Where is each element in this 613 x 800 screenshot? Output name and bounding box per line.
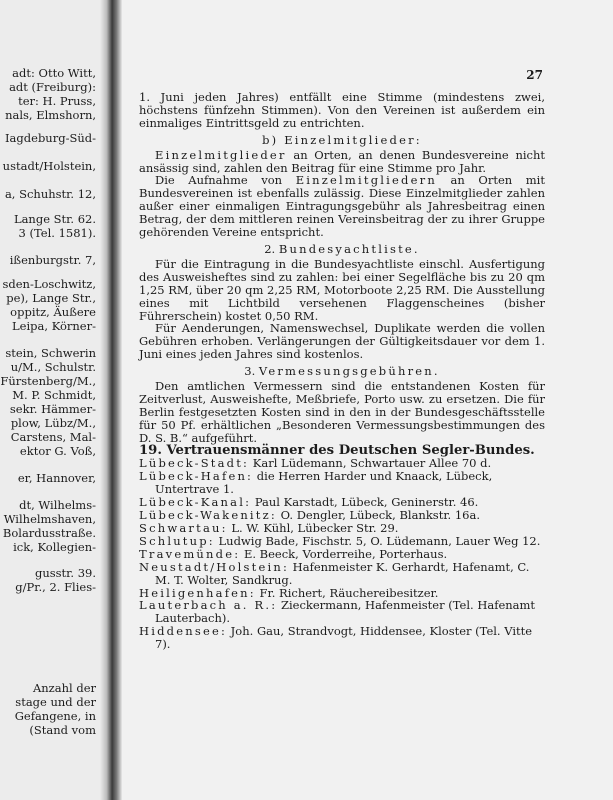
left-page-line: Iagdeburg-Süd- xyxy=(5,131,96,145)
page-body xyxy=(139,91,545,651)
left-page-line: ick, Kollegien- xyxy=(13,540,96,554)
left-page-line: Bolardusstraße. xyxy=(2,526,96,540)
entry-detail: Hafenmeister K. Gerhardt, Hafenamt, C. M. T. Wolter, Sandkrug. xyxy=(155,559,530,587)
left-page-line: sekr. Hämmer- xyxy=(9,402,96,416)
left-page-line: Gefangene, in xyxy=(14,709,96,723)
left-page-line: ißenburgstr. 7, xyxy=(9,253,96,267)
subheading-einzelmitglieder: b) Einzelmitglieder: xyxy=(262,132,422,147)
entry-place: Lübeck-Wakenitz: xyxy=(139,508,277,523)
left-page-line: nals, Elmshorn, xyxy=(5,108,96,122)
left-page-line: ektor G. Voß, xyxy=(19,444,96,458)
paragraph-bundesyachtliste-2: Für Aenderungen, Namenswechsel, Duplikate werden die vollen Gebühren erhoben. Verlängerungen der Gültigkeitsdauer vor dem 1. Juni eines jeden Jahres sind kostenlos. xyxy=(139,321,545,362)
entry-place: Lübeck-Stadt: xyxy=(139,456,250,471)
entry-place: Schlutup: xyxy=(139,533,215,548)
left-page-line: Carstens, Mal- xyxy=(10,430,96,444)
left-page-line: sden-Loschwitz, xyxy=(2,277,96,291)
section-19-heading: 19. Vertrauensmänner des Deutschen Segler-Bundes. xyxy=(139,442,535,458)
entry-detail: Joh. Gau, Strandvogt, Hiddensee, Kloster (Tel. Vitte 7). xyxy=(155,624,533,652)
left-page-line: gusstr. 39. xyxy=(34,566,96,580)
left-page-line: Fürstenberg/M., xyxy=(0,374,96,388)
heading-vermessungsgebuehren: 3. Vermessungsgebühren. xyxy=(244,364,440,379)
book-gutter xyxy=(100,0,122,800)
left-page-line: u/M., Schulstr. xyxy=(10,360,96,374)
entry-place: Schwartau: xyxy=(139,521,228,535)
left-page-line: ustadt/Holstein, xyxy=(2,159,96,173)
entry-detail: O. Dengler, Lübeck, Blankstr. 16a. xyxy=(276,508,481,523)
left-page-line: adt (Freiburg): xyxy=(9,80,96,94)
entry-place: Neustadt/Holstein: xyxy=(139,559,290,574)
entry-place: Lauterbach a. R.: xyxy=(139,598,278,613)
paragraph-vermessungsgebuehren: Den amtlichen Vermessern sind die entstandenen Kosten für Zeitverlust, Ausweishefte, Meßbriefe, Porto usw. zu ersetzen. Die für Berlin festgesetzten Kosten sind in den in der Bundesgeschäftsstelle für 50 Pf. erhältlichen „Besonderen Vermessungsbestimmungen des D. S. B.“ aufgeführt. xyxy=(139,379,545,445)
page-number: 27 xyxy=(526,68,543,82)
left-page-line: Leipa, Körner- xyxy=(12,319,96,333)
entry-detail: E. Beeck, Vorderreihe, Porterhaus. xyxy=(240,546,448,561)
entry-place: Travemünde: xyxy=(139,546,241,561)
left-page-line: stein, Schwerin xyxy=(5,346,96,360)
left-page-line: 3 (Tel. 1581). xyxy=(18,226,96,240)
entry-detail: Ludwig Bade, Fischstr. 5, O. Lüdemann, Lauer Weg 12. xyxy=(214,533,541,548)
vertrauensmaenner-list xyxy=(139,457,545,651)
left-page-line: M. P. Schmidt, xyxy=(12,388,96,402)
list-item xyxy=(139,561,545,587)
paragraph-bundesyachtliste-1: Für die Eintragung in die Bundesyachtliste einschl. Ausfertigung des Ausweisheftes sind zu zahlen: bei einer Segelfläche bis zu 20 qm 1,25 RM, über 20 qm 2,25 RM, Motorboote 2,25 RM. Die Ausstellung eines mit Lichtbild versehenen Flaggenscheines (bisher Führerschein) kostet 0,50 RM. xyxy=(139,256,545,323)
left-page-line: oppitz, Äußere xyxy=(10,305,96,319)
entry-place: Hiddensee: xyxy=(139,624,228,639)
list-item xyxy=(139,470,545,496)
left-page-line: stage und der xyxy=(15,695,96,709)
left-page-line: Lange Str. 62. xyxy=(13,212,96,226)
paragraph-intro: 1. Juni jeden Jahres) entfällt eine Stimme (mindestens zwei, höchstens fünfzehn Stimmen). Von den Vereinen ist außerdem ein einmaliges Eintrittsgeld zu entrichten. xyxy=(139,90,545,130)
paragraph-einzelmitglieder-2: Die Aufnahme von Einzelmitgliedern an Orten mit Bundesvereinen ist ebenfalls zulässig. Diese Einzelmitglieder zahlen außer einer einmaligen Eintragungsgebühr als Jahresbeitrag einen Betrag, der dem mittleren reinen Vereinsbeitrag der zu ihrer Gruppe gehörenden Vereine entspricht. xyxy=(139,173,545,240)
left-page-line: g/Pr., 2. Flies- xyxy=(15,580,96,594)
left-page-line: er, Hannover, xyxy=(17,471,96,485)
entry-place: Lübeck-Kanal: xyxy=(139,495,252,510)
left-page-line: adt: Otto Witt, xyxy=(12,66,96,80)
entry-place: Lübeck-Hafen: xyxy=(139,469,254,484)
left-page-line: Anzahl der xyxy=(32,681,96,695)
left-page-fragment xyxy=(0,0,100,800)
entry-detail: Zieckermann, Hafenmeister (Tel. Hafenamt Lauterbach). xyxy=(155,598,536,626)
entry-detail: die Herren Harder und Knaack, Lübeck, Untertrave 1. xyxy=(155,469,493,497)
left-page-line: dt, Wilhelms- xyxy=(19,498,96,512)
entry-detail: L. W. Kühl, Lübecker Str. 29. xyxy=(227,521,399,535)
entry-detail: Paul Karstadt, Lübeck, Geninerstr. 46. xyxy=(251,495,479,510)
list-item xyxy=(139,625,545,651)
entry-place: Heiligenhafen: xyxy=(139,585,256,600)
heading-bundesyachtliste: 2. Bundesyachtliste. xyxy=(264,241,420,256)
left-page-line: a, Schuhstr. 12, xyxy=(4,187,96,201)
left-page-line: pe), Lange Str., xyxy=(6,291,96,305)
list-item xyxy=(139,599,545,625)
paragraph-einzelmitglieder-1: Einzelmitglieder an Orten, an denen Bundesvereine nicht ansässig sind, zahlen den Beitrag für eine Stimme pro Jahr. xyxy=(139,147,545,175)
left-page-line: Wilhelmshaven, xyxy=(3,512,96,526)
left-page-line: (Stand vom xyxy=(29,723,96,737)
entry-detail: Fr. Richert, Räuchereibesitzer. xyxy=(255,585,439,600)
right-page xyxy=(122,0,613,800)
entry-detail: Karl Lüdemann, Schwartauer Allee 70 d. xyxy=(249,456,492,471)
left-page-line: ter: H. Pruss, xyxy=(18,94,96,108)
left-page-line: plow, Lübz/M., xyxy=(10,416,96,430)
